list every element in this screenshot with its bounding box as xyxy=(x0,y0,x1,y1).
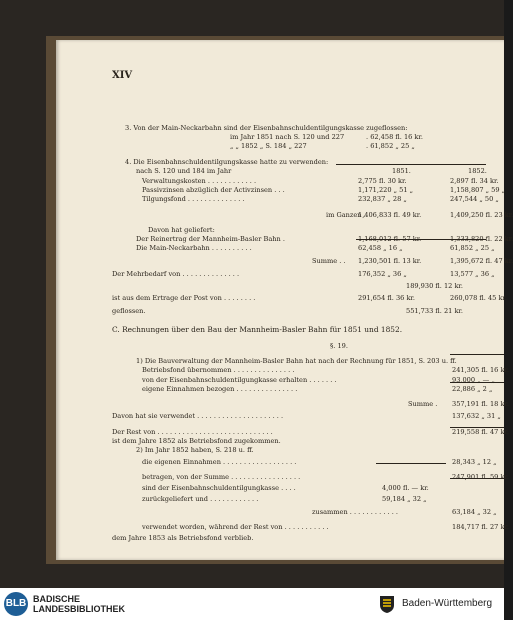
text-line: im Jahr 1851 nach S. 120 und 227 xyxy=(230,133,345,141)
rule-line xyxy=(450,427,504,428)
text-line: 1,171,220 „ 51 „ xyxy=(358,186,414,194)
text-line: Der Reinertrag der Mannheim-Basler Bahn . xyxy=(136,235,285,243)
text-line: Verwaltungskosten . . . . . . . . . . . . xyxy=(142,177,257,185)
rule-line xyxy=(450,382,504,383)
text-line: 247,901 fl. 59 kr. xyxy=(452,473,509,481)
state-crest-icon xyxy=(378,594,396,614)
text-line: 1851. xyxy=(392,167,411,175)
text-line: 93,000 „ — „ xyxy=(452,376,495,384)
text-line: 3. Von der Main-Neckarbahn sind der Eisenbahnschuldentilgungskasse zugeflossen: xyxy=(125,124,408,132)
text-line: 260,078 fl. 45 kr. xyxy=(450,294,507,302)
text-line: 13,577 „ 36 „ xyxy=(450,270,495,278)
library-name-line2: LANDESBIBLIOTHEK xyxy=(33,604,125,614)
text-line: 241,305 fl. 16 kr. xyxy=(452,366,509,374)
text-line: 4,000 fl. — kr. xyxy=(382,484,429,492)
text-line: C. Rechnungen über den Bau der Mannheim-Basler Bahn für 1851 und 1852. xyxy=(112,325,403,334)
viewer-footer xyxy=(0,588,504,620)
text-line: 62,458 „ 16 „ xyxy=(358,244,403,252)
text-line: eigene Einnahmen bezogen . . . . . . . . . . . . . . . xyxy=(142,385,298,393)
library-name[interactable] xyxy=(33,594,125,614)
text-line: 176,352 „ 36 „ xyxy=(358,270,407,278)
text-line: 247,544 „ 50 „ xyxy=(450,195,499,203)
text-line: 1) Die Bauverwaltung der Mannheim-Basler Bahn hat nach der Rechnung für 1851, S. 203 u. ff. xyxy=(136,357,457,365)
text-line: zurückgeliefert und . . . . . . . . . . . . xyxy=(142,495,259,503)
text-line: ist dem Jahre 1852 als Betriebsfond zugekommen. xyxy=(112,437,281,445)
text-line: 551,733 fl. 21 kr. xyxy=(406,307,463,315)
text-line: nach S. 120 und 184 im Jahr xyxy=(136,167,232,175)
rule-line xyxy=(450,354,504,355)
text-line: Davon hat sie verwendet . . . . . . . . . . . . . . . . . . . . . xyxy=(112,412,284,420)
blb-logo-icon[interactable]: BLB xyxy=(4,592,28,616)
text-line: 59,184 „ 32 „ xyxy=(382,495,427,503)
text-line: Tilgungsfond . . . . . . . . . . . . . . xyxy=(142,195,245,203)
text-line: Davon hat geliefert: xyxy=(148,226,215,234)
text-line: von der Eisenbahnschuldentilgungkasse erhalten . . . . . . . xyxy=(142,376,337,384)
text-line: . 62,458 fl. 16 kr. xyxy=(366,133,423,141)
text-line: geflossen. xyxy=(112,307,146,315)
text-line: 22,886 „ 2 „ xyxy=(452,385,493,393)
text-line: Betriebsfond übernommen . . . . . . . . . . . . . . . xyxy=(142,366,295,374)
page-number: XIV xyxy=(112,70,133,81)
text-line: 291,654 fl. 36 kr. xyxy=(358,294,415,302)
text-line: zusammen . . . . . . . . . . . . xyxy=(312,508,398,516)
text-line: sind der Eisenbahnschuldentilgungkasse . . . . xyxy=(142,484,296,492)
text-line: 1,158,807 „ 59 „ xyxy=(450,186,506,194)
text-line: 4. Die Eisenbahnschuldentilgungskasse hatte zu verwenden: xyxy=(125,158,329,166)
rule-line xyxy=(376,463,446,464)
text-line: 357,191 fl. 18 kr. xyxy=(452,400,509,408)
state-name[interactable]: Baden-Württemberg xyxy=(402,598,493,609)
text-line: Passivzinsen abzüglich der Activzinsen . . . xyxy=(142,186,285,194)
text-line: dem Jahre 1853 als Betriebsfond verblieb. xyxy=(112,534,254,542)
text-line: 2) Im Jahr 1852 haben, S. 218 u. ff. xyxy=(136,446,254,454)
rule-line xyxy=(336,164,486,165)
text-line: ist aus dem Ertrage der Post von . . . . . . . . xyxy=(112,294,256,302)
text-line: Summe . xyxy=(408,400,438,408)
book-page xyxy=(56,40,513,560)
text-line: Summe . . xyxy=(312,257,346,265)
text-line: „ „ 1852 „ S. 184 „ 227 xyxy=(230,142,307,150)
text-line: 63,184 „ 32 „ xyxy=(452,508,497,516)
text-line: die eigenen Einnahmen . . . . . . . . . . . . . . . . . . xyxy=(142,458,297,466)
text-line: 1,395,672 fl. 47 kr. xyxy=(450,257,513,265)
text-line: 1,406,833 fl. 49 kr. xyxy=(358,211,422,219)
rule-line xyxy=(356,239,486,240)
text-line: 61,852 „ 25 „ xyxy=(450,244,495,252)
rule-line xyxy=(450,478,504,479)
text-line: 1852. xyxy=(468,167,487,175)
text-line: verwendet worden, während der Rest von . . . . . . . . . . . xyxy=(142,523,329,531)
text-line: . 61,852 „ 25 „ xyxy=(366,142,415,150)
text-line: 219,558 fl. 47 kr. xyxy=(452,428,509,436)
text-line: 2,897 fl. 34 kr. xyxy=(450,177,499,185)
text-line: betragen, von der Summe . . . . . . . . . . . . . . . . . xyxy=(142,473,301,481)
text-line: Der Mehrbedarf von . . . . . . . . . . . . . . xyxy=(112,270,240,278)
library-name-line1: BADISCHE xyxy=(33,594,81,604)
text-line: 137,632 „ 31 „ xyxy=(452,412,501,420)
text-line: 2,775 fl. 30 kr. xyxy=(358,177,407,185)
text-line: Der Rest von . . . . . . . . . . . . . . . . . . . . . . . . . . . . xyxy=(112,428,273,436)
text-line: 28,343 „ 12 „ xyxy=(452,458,497,466)
text-line: 1,230,501 fl. 13 kr. xyxy=(358,257,422,265)
text-line: 189,930 fl. 12 kr. xyxy=(406,282,463,290)
text-line: §. 19. xyxy=(330,342,348,350)
text-line: 1,333,820 fl. 22 kr. xyxy=(450,235,513,243)
text-line: 232,837 „ 28 „ xyxy=(358,195,407,203)
text-line: Die Main-Neckarbahn . . . . . . . . . . xyxy=(136,244,252,252)
text-line: 184,717 fl. 27 kr. xyxy=(452,523,509,531)
text-line: im Ganzen . xyxy=(326,211,366,219)
text-line: 1,409,250 fl. 23 kr. xyxy=(450,211,513,219)
text-line: 1,168,012 fl. 57 kr. xyxy=(358,235,422,243)
